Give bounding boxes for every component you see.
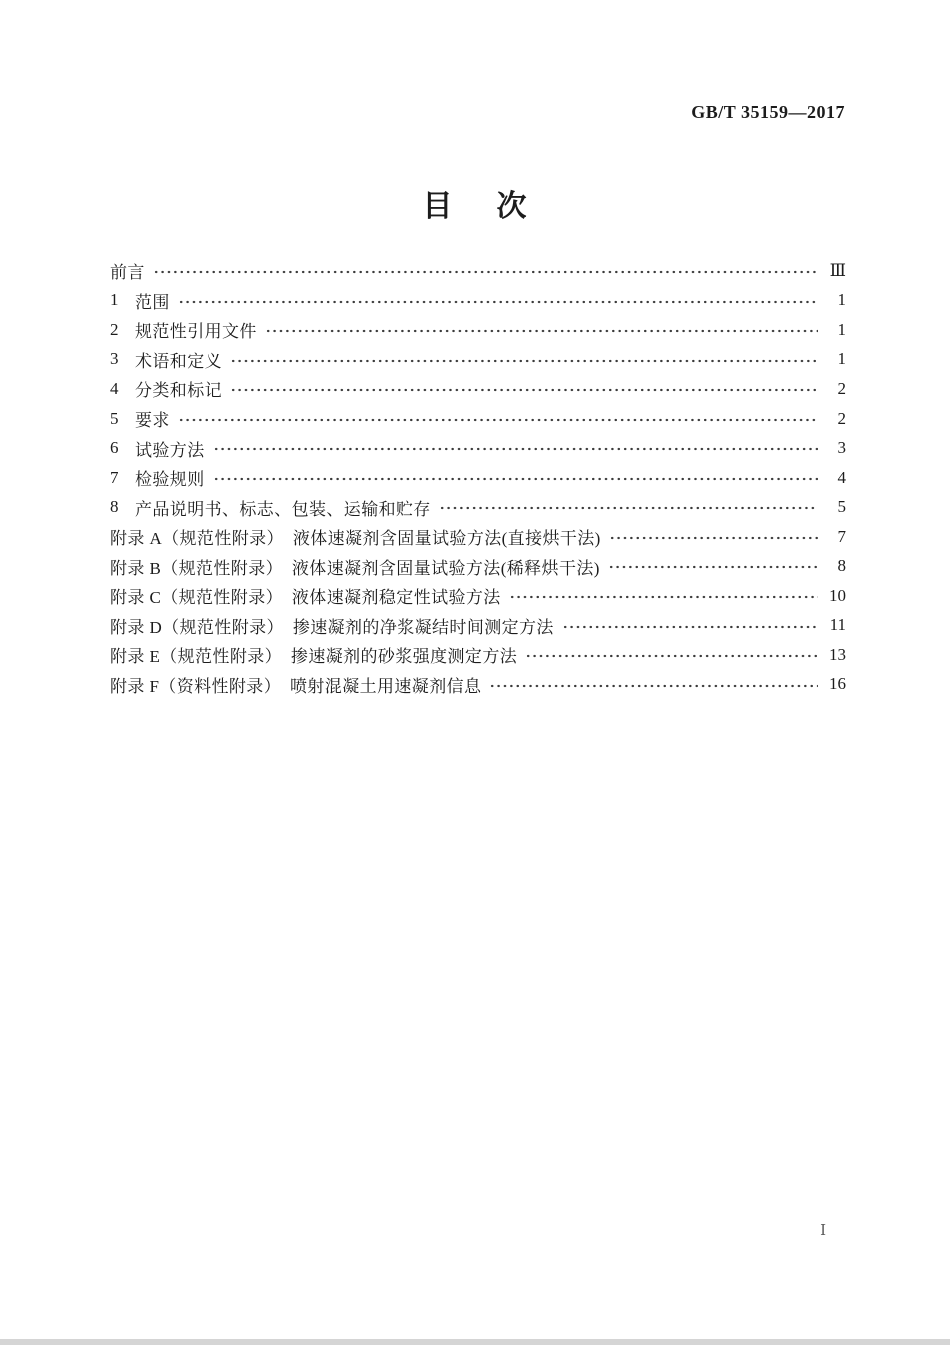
toc-entry-page: 2 xyxy=(837,378,846,398)
toc-entry xyxy=(110,404,846,434)
toc-entry xyxy=(110,345,846,375)
toc-entry xyxy=(110,492,846,522)
toc-entry-page: 1 xyxy=(837,319,846,339)
toc-entry-label: 附录 F（资料性附录） 喷射混凝土用速凝剂信息 xyxy=(110,676,482,696)
toc-entry-page: 13 xyxy=(829,644,846,664)
toc-entry xyxy=(110,463,846,493)
dot-leader xyxy=(562,611,818,641)
toc-entry-label: 附录 B（规范性附录） 液体速凝剂含固量试验方法(稀释烘干法) xyxy=(110,558,600,578)
page-title: 目 次 xyxy=(422,189,528,224)
toc-entry-label: 范围 xyxy=(135,292,170,312)
toc-entry-label: 前言 xyxy=(110,263,145,283)
toc-entry-number: 7 xyxy=(110,467,119,487)
footer-page-number: Ⅰ xyxy=(820,1223,826,1239)
toc-entry xyxy=(110,551,846,581)
toc-entry xyxy=(110,256,846,286)
toc-entry xyxy=(110,640,846,670)
dot-leader xyxy=(608,551,818,581)
scan-edge-bar xyxy=(0,1339,950,1345)
toc-entry xyxy=(110,433,846,463)
dot-leader xyxy=(230,345,818,375)
toc-entry-number: 1 xyxy=(110,290,119,310)
toc-entry-page: 2 xyxy=(837,408,846,428)
toc-entry-label: 产品说明书、标志、包装、运输和贮存 xyxy=(135,499,431,519)
toc-entry xyxy=(110,611,846,641)
dot-leader xyxy=(153,256,818,286)
toc-entry xyxy=(110,522,846,552)
toc-entry-label: 附录 A（规范性附录） 液体速凝剂含固量试验方法(直接烘干法) xyxy=(110,529,601,549)
dot-leader xyxy=(509,581,818,611)
toc-entry-page: 16 xyxy=(829,674,846,694)
dot-leader xyxy=(213,433,818,463)
toc-entry-label: 术语和定义 xyxy=(135,351,222,371)
dot-leader xyxy=(178,286,818,316)
toc-entry-number: 5 xyxy=(110,408,119,428)
toc-entry-page: 8 xyxy=(837,556,846,576)
toc-entry-page: 1 xyxy=(837,290,846,310)
toc-entry xyxy=(110,286,846,316)
toc-entry-number: 3 xyxy=(110,349,119,369)
dot-leader xyxy=(265,315,818,345)
dot-leader xyxy=(213,463,818,493)
toc-entry-page: 7 xyxy=(837,526,846,546)
toc-entry xyxy=(110,374,846,404)
toc-entry-label: 附录 D（规范性附录） 掺速凝剂的净浆凝结时间测定方法 xyxy=(110,617,554,637)
toc-entry-label: 检验规则 xyxy=(135,470,205,490)
toc-entry-label: 试验方法 xyxy=(135,440,205,460)
toc-entry-page: 1 xyxy=(837,349,846,369)
toc-entry xyxy=(110,581,846,611)
toc-entry-label: 规范性引用文件 xyxy=(135,322,257,342)
toc-entry-page: 3 xyxy=(837,438,846,458)
toc-entry-page: 4 xyxy=(837,467,846,487)
toc-entry-label: 分类和标记 xyxy=(135,381,222,401)
toc-entry-page: 10 xyxy=(829,585,846,605)
toc-entry xyxy=(110,670,846,700)
toc-entry-label: 附录 E（规范性附录） 掺速凝剂的砂浆强度测定方法 xyxy=(110,647,518,667)
dot-leader xyxy=(609,522,818,552)
toc-entry xyxy=(110,315,846,345)
dot-leader xyxy=(489,670,818,700)
toc-entry-page: Ⅲ xyxy=(829,260,846,280)
toc-entry-number: 4 xyxy=(110,378,119,398)
dot-leader xyxy=(525,640,818,670)
toc-entry-number: 6 xyxy=(110,438,119,458)
toc-list xyxy=(110,256,846,699)
dot-leader xyxy=(439,492,818,522)
toc-entry-label: 要求 xyxy=(135,411,170,430)
dot-leader xyxy=(230,374,818,404)
toc-entry-page: 11 xyxy=(829,615,846,635)
standard-code: GB/T 35159—2017 xyxy=(691,102,845,122)
toc-entry-label: 附录 C（规范性附录） 液体速凝剂稳定性试验方法 xyxy=(110,588,501,608)
toc-entry-page: 5 xyxy=(837,497,846,517)
dot-leader xyxy=(178,404,818,434)
toc-entry-number: 8 xyxy=(110,497,119,517)
toc-entry-number: 2 xyxy=(110,319,119,339)
